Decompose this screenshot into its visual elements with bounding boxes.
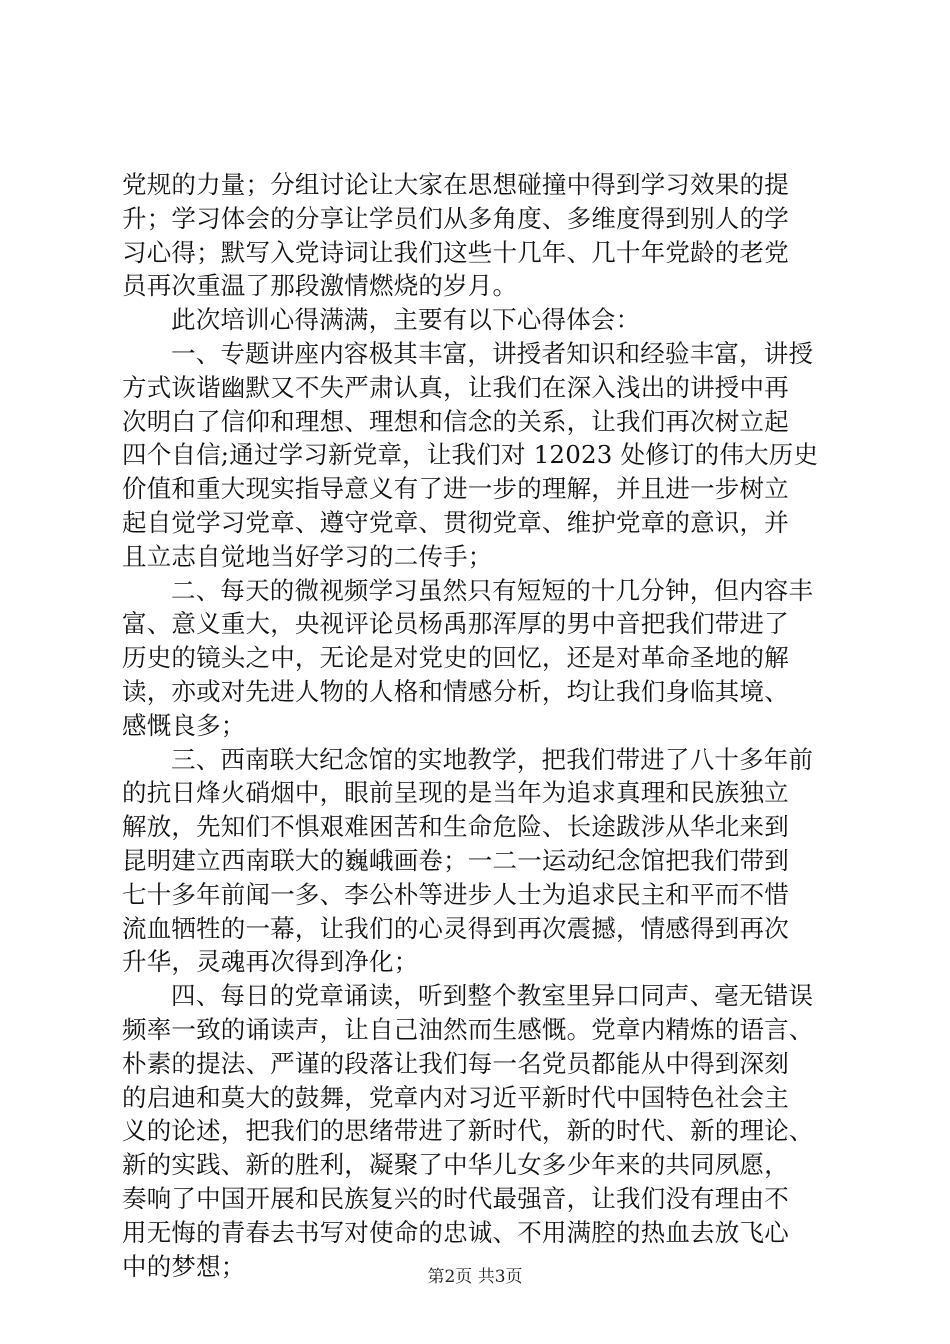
text-line: 的启迪和莫大的鼓舞，党章内对习近平新时代中国特色社会主 — [122, 1082, 789, 1112]
text-line: 七十多年前闻一多、李公朴等进步人士为追求民主和平而不惜 — [122, 879, 789, 909]
text-line: 奏响了中国开展和民族复兴的时代最强音，让我们没有理由不 — [122, 1183, 789, 1213]
text-line: 流血牺牲的一幕，让我们的心灵得到再次震撼，情感得到再次 — [122, 913, 789, 943]
text-line: 朴素的提法、严谨的段落让我们每一名党员都能从中得到深刻 — [122, 1048, 789, 1078]
text-line: 起自觉学习党章、遵守党章、贯彻党章、维护党章的意识，并 — [122, 507, 789, 537]
text-line: 解放，先知们不惧艰难困苦和生命危险、长途跋涉从华北来到 — [122, 812, 789, 842]
page-number-label: 第2页 共3页 — [427, 1267, 523, 1287]
paragraph-intro: 此次培训心得满满，主要有以下心得体会： — [171, 305, 641, 335]
text-line: 感慨良多； — [122, 710, 246, 740]
text-line: 且立志自觉地当好学习的二传手； — [122, 541, 493, 571]
text-line: 中的梦想； — [122, 1251, 246, 1281]
paragraph-four-start: 四、每日的党章诵读，听到整个教室里异口同声、毫无错误 — [171, 981, 814, 1011]
text-line: 义的论述，把我们的思绪带进了新时代，新的时代、新的理论、 — [122, 1116, 814, 1146]
text-line: 四个自信;通过学习新党章，让我们对 12023 处修订的伟大历史 — [122, 440, 819, 470]
paragraph-one-start: 一、专题讲座内容极其丰富，讲授者知识和经验丰富，讲授 — [171, 338, 814, 368]
text-line: 员再次重温了那段激情燃烧的岁月。 — [122, 271, 518, 301]
text-line: 价值和重大现实指导意义有了进一步的理解，并且进一步树立 — [122, 474, 789, 504]
text-line: 的抗日烽火硝烟中，眼前呈现的是当年为追求真理和民族独立 — [122, 778, 789, 808]
text-line: 习心得；默写入党诗词让我们这些十几年、几十年党龄的老党 — [122, 237, 789, 267]
page-footer — [0, 1267, 950, 1287]
document-body — [122, 168, 840, 1283]
text-line: 读，亦或对先进人物的人格和情感分析，均让我们身临其境、 — [122, 676, 789, 706]
text-line: 次明白了信仰和理想、理想和信念的关系，让我们再次树立起 — [122, 406, 789, 436]
paragraph-three-start: 三、西南联大纪念馆的实地教学，把我们带进了八十多年前 — [171, 744, 814, 774]
text-line: 升；学习体会的分享让学员们从多角度、多维度得到别人的学 — [122, 203, 789, 233]
text-line: 升华，灵魂再次得到净化； — [122, 947, 419, 977]
text-line: 富、意义重大，央视评论员杨禹那浑厚的男中音把我们带进了 — [122, 609, 789, 639]
paragraph-two-start: 二、每天的微视频学习虽然只有短短的十几分钟，但内容丰 — [171, 575, 814, 605]
text-line: 党规的力量；分组讨论让大家在思想碰撞中得到学习效果的提 — [122, 170, 789, 199]
text-line: 新的实践、新的胜利，凝聚了中华儿女多少年来的共同夙愿， — [122, 1150, 789, 1180]
text-line: 用无悔的青春去书写对使命的忠诚、不用满腔的热血去放飞心 — [122, 1217, 789, 1247]
text-line: 昆明建立西南联大的巍峨画卷；一二一运动纪念馆把我们带到 — [122, 845, 789, 875]
text-line: 方式诙谐幽默又不失严肃认真，让我们在深入浅出的讲授中再 — [122, 372, 789, 402]
text-line: 历史的镜头之中，无论是对党史的回忆，还是对革命圣地的解 — [122, 643, 789, 673]
text-line: 频率一致的诵读声，让自己油然而生感慨。党章内精炼的语言、 — [122, 1014, 814, 1044]
